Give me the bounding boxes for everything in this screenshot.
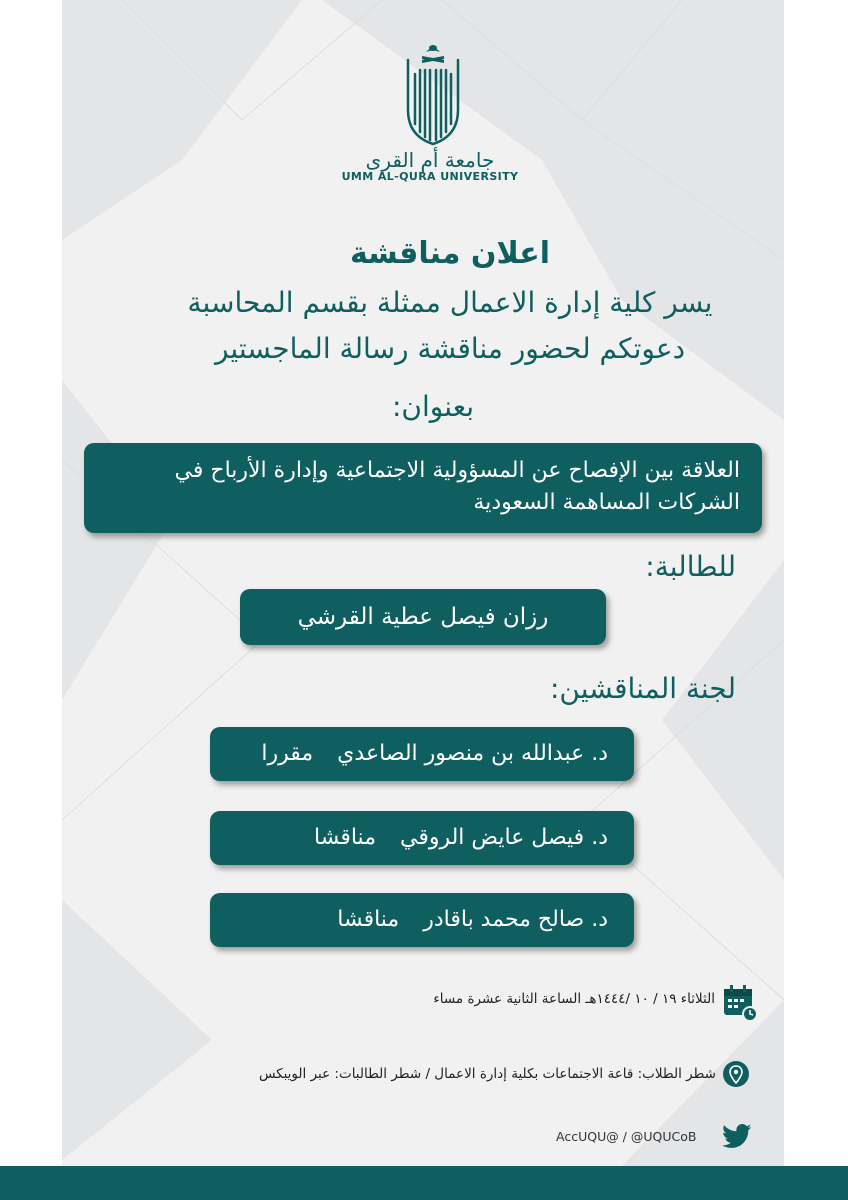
twitter-icon [721,1124,753,1150]
calendar-icon [722,983,758,1023]
member-role: مناقشا [314,825,376,850]
location-pin-icon [722,1056,750,1094]
student-name-box: رزان فيصل عطية القرشي [240,589,606,645]
location: شطر الطلاب: قاعة الاجتماعات بكلية إدارة الاعمال / شطر الطالبات: عبر الويبكس [258,1066,716,1082]
announcement-line-1: يسر كلية إدارة الاعمال ممثلة بقسم المحاسبة [187,286,713,319]
announcement-heading: اعلان مناقشة [349,236,551,271]
member-name: د. صالح محمد باقادر [423,907,608,932]
thesis-title-box: العلاقة بين الإفصاح عن المسؤولية الاجتماعية وإدارة الأرباح في الشركات المساهمة السعودية [84,443,762,533]
member-name: د. عبدالله بن منصور الصاعدي [337,741,608,766]
university-name-arabic: جامعة أم القرى [365,148,495,172]
university-name-english: UMM AL-QURA UNIVERSITY [341,170,519,183]
member-role: مناقشا [337,907,400,932]
member-name: د. فيصل عايض الروقي [399,825,608,850]
student-label: للطالبة: [645,550,736,583]
thesis-label: بعنوان: [392,390,474,423]
committee-label: لجنة المناقشين: [549,672,736,705]
committee-member-1 [210,727,634,781]
committee-member-2 [210,811,634,865]
umm-al-qura-logo [404,40,462,150]
member-role: مقررا [261,741,314,766]
committee-member-3 [210,893,634,947]
announcement-line-2: دعوتكم لحضور مناقشة رسالة الماجستير [214,332,686,365]
social-handles: AccUQU@ / @UQUCoB [556,1129,697,1144]
date-time: الثلاثاء ١٩ / ١٠ /١٤٤٤هـ الساعة الثانية عشرة مساء [433,991,715,1007]
footer-bar [0,1166,848,1200]
